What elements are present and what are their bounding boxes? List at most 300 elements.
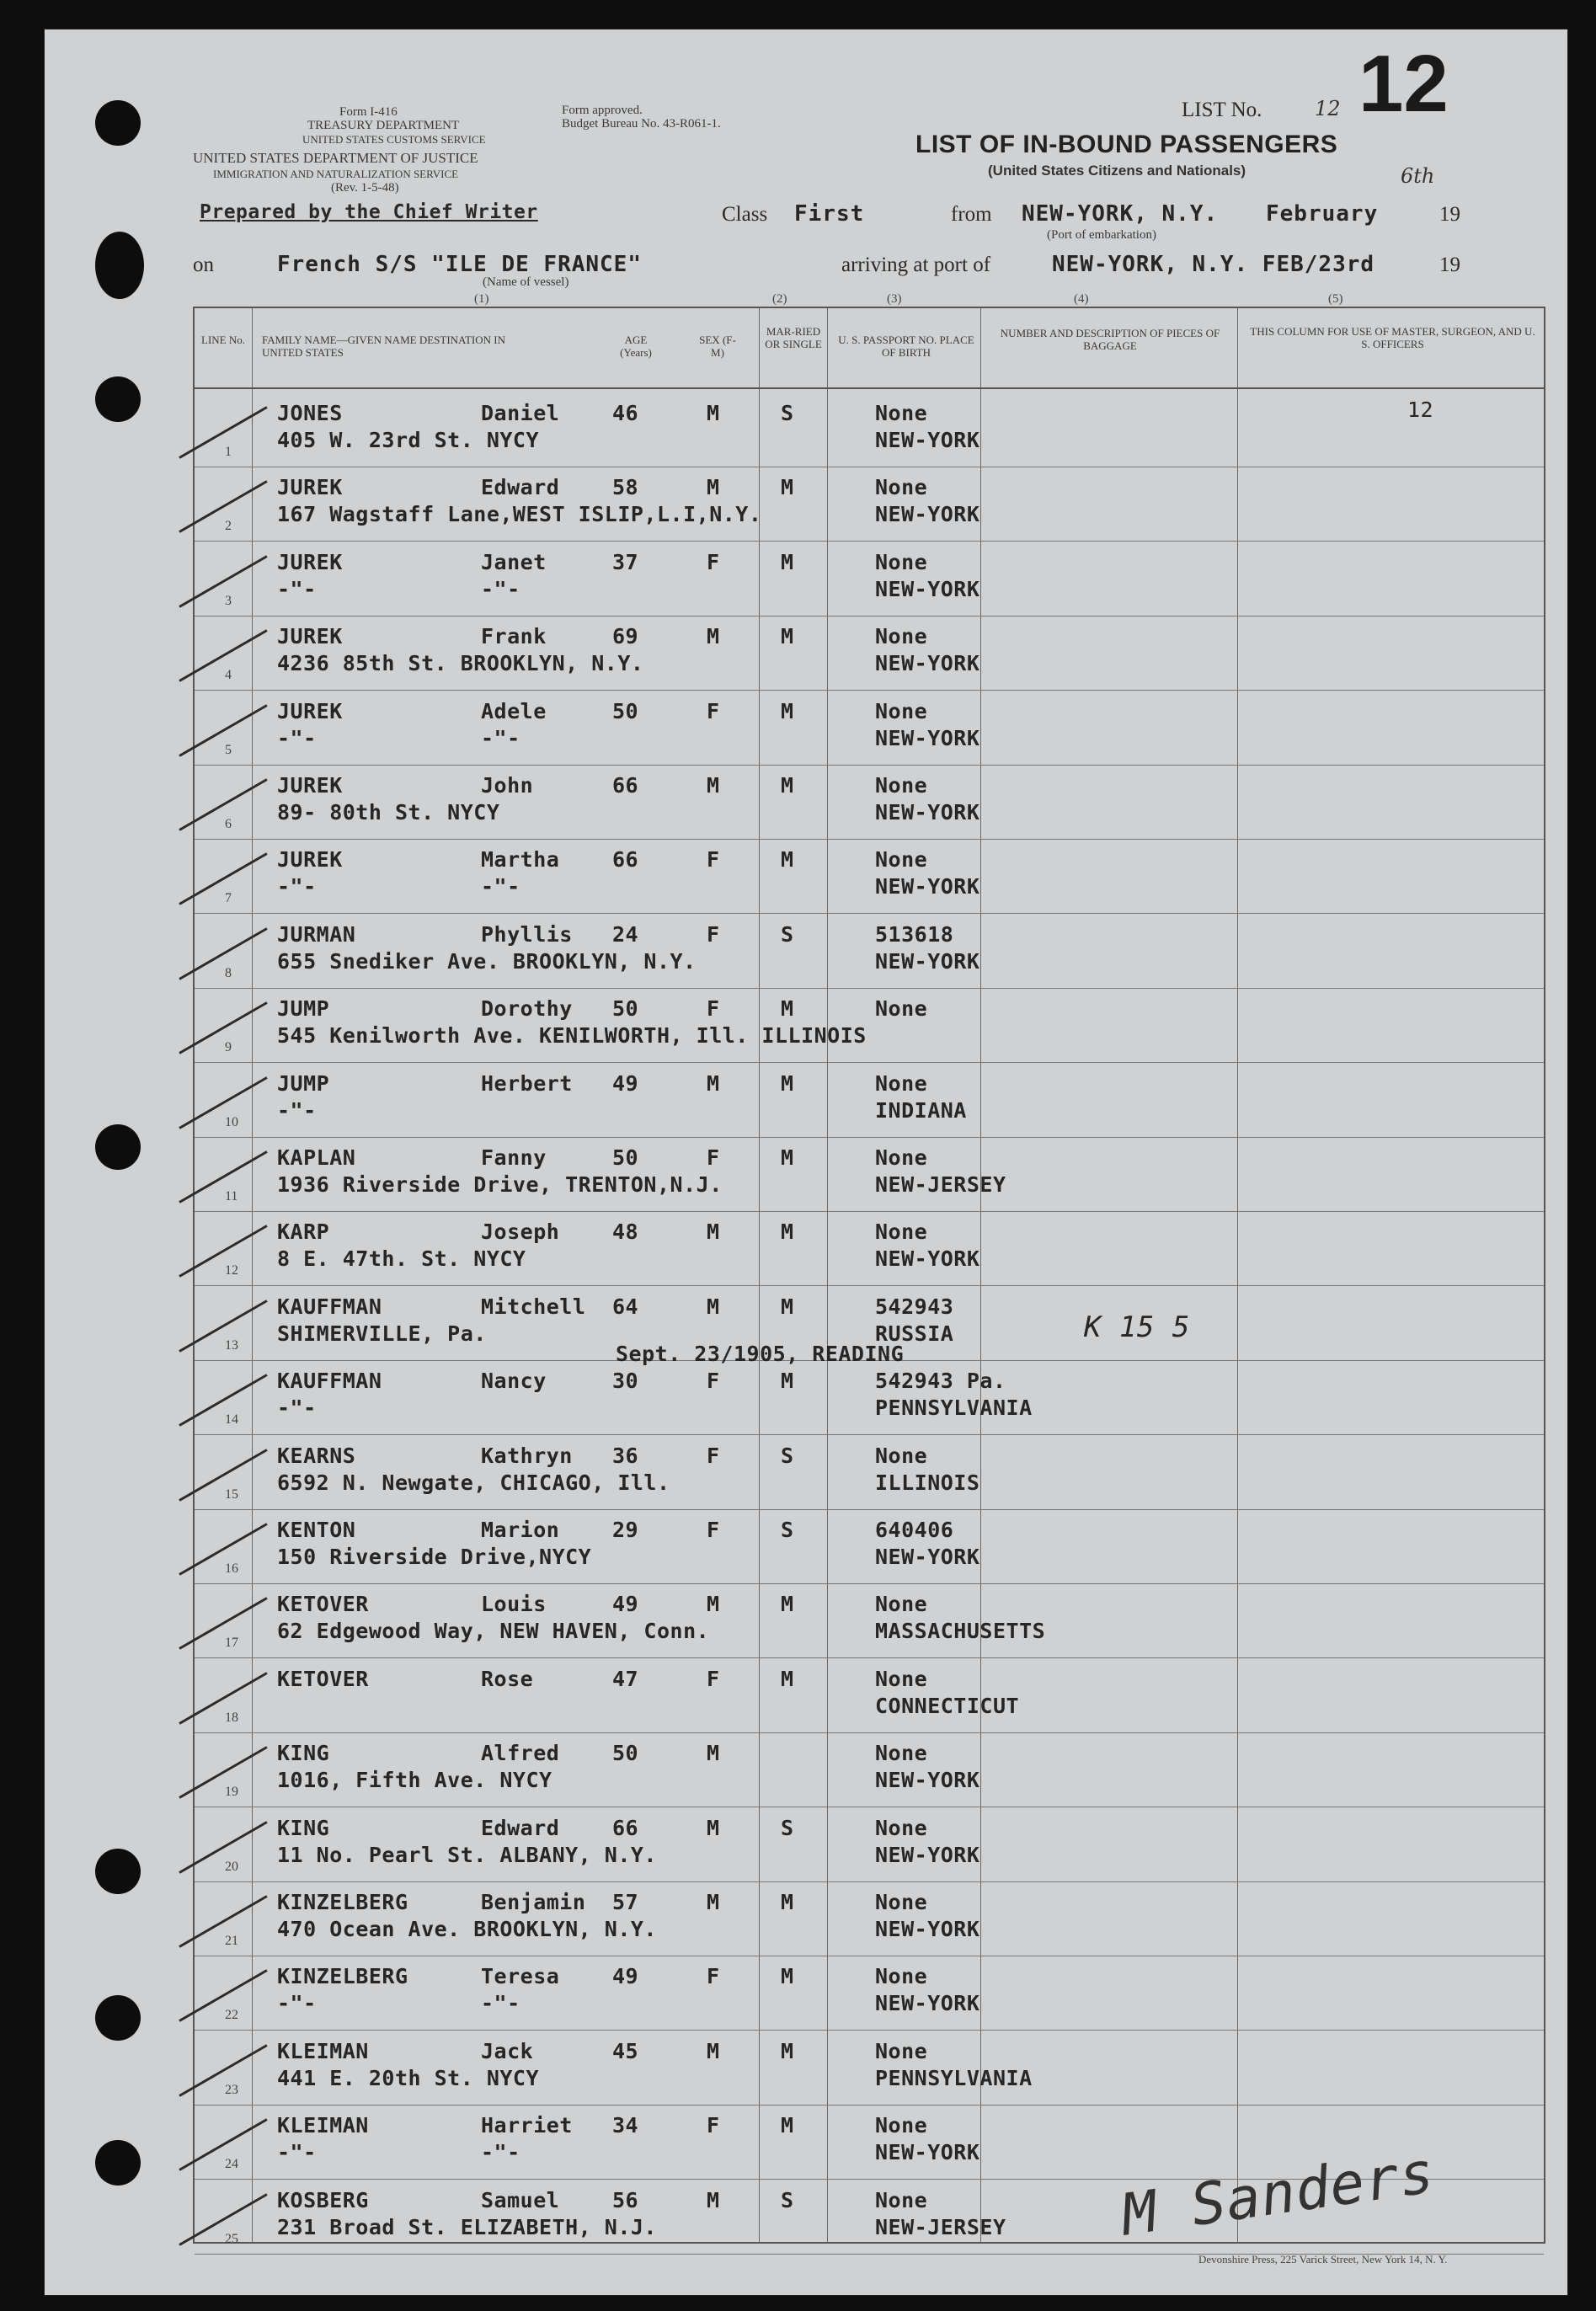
given-name: Joseph	[481, 1220, 560, 1245]
passport-number: None	[875, 549, 928, 574]
vessel-name: French S/S "ILE DE FRANCE"	[277, 252, 642, 277]
family-name: JUREK	[277, 549, 343, 574]
check-mark	[179, 1523, 267, 1576]
given-name: Dorothy	[481, 996, 573, 1022]
line-number: 10	[225, 1114, 238, 1129]
list-title: LIST OF IN-BOUND PASSENGERS	[915, 131, 1338, 158]
punch-hole	[95, 1995, 141, 2041]
line-number: 22	[225, 2008, 238, 2023]
line-number: 13	[225, 1337, 238, 1353]
given-name: Janet	[481, 549, 547, 574]
place-of-birth: NEW-YORK	[875, 948, 980, 974]
age: 50	[612, 698, 639, 723]
destination-address: -"-	[277, 725, 317, 750]
destination-address: 167 Wagstaff Lane,WEST ISLIP,L.I,N.Y.	[277, 502, 762, 527]
passport-number: None	[875, 1220, 928, 1245]
destination-address: 11 No. Pearl St. ALBANY, N.Y.	[277, 1842, 657, 1867]
table-row	[195, 1435, 1544, 1509]
family-name: KARP	[277, 1220, 330, 1245]
sex: F	[707, 1666, 720, 1691]
destination-address: 150 Riverside Drive,NYCY	[277, 1545, 592, 1569]
marital-status: S	[781, 1815, 794, 1840]
year-label-2: 19	[1439, 254, 1460, 276]
passport-number: None	[875, 1815, 928, 1840]
sex: F	[707, 1145, 720, 1170]
table-row	[195, 1509, 1544, 1583]
sex: M	[707, 1890, 720, 1914]
from-port: NEW-YORK, N.Y.	[1022, 201, 1219, 227]
family-name: JUREK	[277, 624, 343, 649]
check-mark	[179, 1970, 267, 2023]
header-age: AGE (Years)	[620, 334, 652, 359]
place-of-birth: NEW-YORK	[875, 1842, 980, 1867]
place-of-birth: NEW-YORK	[875, 1246, 980, 1272]
sex: F	[707, 2113, 720, 2138]
given-name: Fanny	[481, 1145, 547, 1170]
treasury-dept: TREASURY DEPARTMENT	[307, 119, 460, 132]
check-mark	[179, 1076, 267, 1129]
sex: M	[707, 1294, 720, 1319]
punch-hole	[95, 100, 141, 146]
age: 46	[612, 401, 639, 425]
passport-number: None	[875, 475, 928, 500]
destination-address: 4236 85th St. BROOKLYN, N.Y.	[277, 651, 644, 676]
destination-address: SHIMERVILLE, Pa.	[277, 1321, 487, 1346]
given-name-ditto: -"-	[481, 576, 520, 601]
sex: F	[707, 698, 720, 723]
line-number: 7	[225, 891, 232, 906]
from-label: from	[951, 203, 992, 226]
place-of-birth: NEW-YORK	[875, 800, 980, 825]
marital-status: S	[781, 401, 794, 425]
passport-number: None	[875, 847, 928, 873]
place-of-birth: MASSACHUSETTS	[875, 1619, 1046, 1644]
check-mark	[179, 1895, 267, 1948]
table-row	[195, 691, 1544, 765]
place-of-birth: NEW-YORK	[875, 651, 980, 676]
line-number: 3	[225, 593, 232, 608]
family-name: KINZELBERG	[277, 1964, 408, 1989]
port-embarkation-label: (Port of embarkation)	[1047, 228, 1156, 242]
sex: M	[707, 1220, 720, 1245]
line-number: 15	[225, 1486, 238, 1502]
family-name: KAUFFMAN	[277, 1294, 382, 1319]
table-row	[195, 616, 1544, 690]
table-row	[195, 914, 1544, 988]
passport-number: 513618	[875, 921, 954, 947]
place-of-birth: NEW-YORK	[875, 725, 980, 750]
line-number: 23	[225, 2082, 238, 2097]
line-number: 20	[225, 1859, 238, 1874]
given-name: Edward	[481, 1815, 560, 1840]
given-name: Nancy	[481, 1369, 547, 1394]
family-name: JUMP	[277, 1070, 330, 1096]
line-number: 14	[225, 1412, 238, 1428]
marital-status: M	[781, 996, 794, 1022]
place-of-birth: CONNECTICUT	[875, 1693, 1020, 1718]
sex: M	[707, 1070, 720, 1096]
column-number: (4)	[1074, 292, 1089, 306]
destination-address: -"-	[277, 576, 317, 601]
place-of-birth: NEW-YORK	[875, 502, 980, 527]
passport-number: None	[875, 1145, 928, 1170]
sex: F	[707, 1964, 720, 1989]
given-name-ditto: -"-	[481, 1991, 520, 2016]
arriving-label: arriving at port of	[841, 254, 991, 276]
margin-note: K 15 5	[1084, 1310, 1190, 1344]
table-row	[195, 392, 1544, 467]
destination-address: 441 E. 20th St. NYCY	[277, 2065, 540, 2090]
check-mark	[179, 1001, 267, 1054]
column-number: (3)	[887, 292, 902, 306]
form-approved: Form approved.	[562, 104, 643, 117]
passport-number: None	[875, 2113, 928, 2138]
age: 56	[612, 2187, 639, 2212]
sex: F	[707, 921, 720, 947]
arriving-port: NEW-YORK, N.Y. FEB/23rd	[1052, 252, 1375, 277]
column-number: (1)	[474, 292, 489, 306]
destination-address: 545 Kenilworth Ave. KENILWORTH, Ill. ILLINOIS	[277, 1023, 867, 1049]
line-number: 17	[225, 1636, 238, 1651]
sex: M	[707, 624, 720, 649]
list-big-number: 12	[1358, 39, 1449, 129]
table-row	[195, 988, 1544, 1062]
line-number: 11	[225, 1189, 238, 1204]
marital-status: M	[781, 1294, 794, 1319]
age: 50	[612, 1145, 639, 1170]
budget-bureau: Budget Bureau No. 43-R061-1.	[562, 117, 721, 131]
age: 24	[612, 921, 639, 947]
check-mark	[179, 927, 267, 980]
passport-number: None	[875, 773, 928, 798]
family-name: KETOVER	[277, 1592, 369, 1617]
family-name: KING	[277, 1741, 330, 1766]
punch-hole	[95, 1124, 141, 1170]
sex: F	[707, 996, 720, 1022]
customs-service: UNITED STATES CUSTOMS SERVICE	[302, 133, 486, 146]
given-name: Alfred	[481, 1741, 560, 1766]
family-name: KEARNS	[277, 1443, 356, 1468]
ins-service: IMMIGRATION AND NATURALIZATION SERVICE	[213, 168, 459, 180]
marital-status: S	[781, 2187, 794, 2212]
day-note: 6th	[1401, 164, 1435, 188]
marital-status: M	[781, 1666, 794, 1691]
place-of-birth: NEW-YORK	[875, 2140, 980, 2165]
sex: M	[707, 2187, 720, 2212]
table-row	[195, 1658, 1544, 1732]
given-name: Marion	[481, 1518, 560, 1542]
prepared-by: Prepared by the Chief Writer	[200, 201, 538, 223]
given-name: Louis	[481, 1592, 547, 1617]
table-row	[195, 1063, 1544, 1137]
signature: M Sanders	[1118, 2139, 1439, 2250]
birth-date-note: Sept. 23/1905, READING	[616, 1342, 905, 1367]
sex: M	[707, 475, 720, 500]
given-name: Benjamin	[481, 1890, 586, 1914]
destination-address: -"-	[277, 874, 317, 899]
header-baggage: NUMBER AND DESCRIPTION OF PIECES OF BAGGAGE	[1000, 327, 1220, 352]
destination-address: 6592 N. Newgate, CHICAGO, Ill.	[277, 1470, 670, 1495]
place-of-birth: NEW-YORK	[875, 1545, 980, 1569]
place-of-birth: NEW-YORK	[875, 428, 980, 452]
line-number: 6	[225, 817, 232, 831]
given-name: Kathryn	[481, 1443, 573, 1468]
destination-address: -"-	[277, 1097, 317, 1123]
check-mark	[179, 1225, 267, 1278]
check-mark	[179, 481, 267, 534]
sex: M	[707, 401, 720, 425]
sex: F	[707, 1443, 720, 1468]
marital-status: M	[781, 1369, 794, 1394]
passport-number: None	[875, 1443, 928, 1468]
table-row	[195, 542, 1544, 616]
age: 66	[612, 847, 639, 873]
age: 29	[612, 1518, 639, 1542]
family-name: KENTON	[277, 1518, 356, 1542]
place-of-birth: PENNSYLVANIA	[875, 1396, 1033, 1421]
family-name: JUREK	[277, 773, 343, 798]
check-mark	[179, 2118, 267, 2171]
given-name: Harriet	[481, 2113, 573, 2138]
line-number: 25	[225, 2231, 238, 2246]
check-mark	[179, 704, 267, 757]
check-mark	[179, 629, 267, 682]
sex: M	[707, 2038, 720, 2063]
header-married: MAR-RIED OR SINGLE	[765, 325, 822, 350]
marital-status: M	[781, 1964, 794, 1989]
marital-status: S	[781, 1518, 794, 1542]
officer-note: 12	[1407, 398, 1434, 422]
table-row	[195, 1956, 1544, 2030]
age: 57	[612, 1890, 639, 1914]
class-label: Class	[722, 203, 768, 226]
sex: F	[707, 1369, 720, 1394]
passport-number: 542943 Pa.	[875, 1369, 1006, 1394]
check-mark	[179, 1746, 267, 1799]
punch-hole	[95, 376, 141, 422]
marital-status: M	[781, 1890, 794, 1914]
header-line-no: LINE No.	[201, 334, 245, 346]
given-name: Phyllis	[481, 921, 573, 947]
passport-number: None	[875, 624, 928, 649]
line-number: 18	[225, 1710, 238, 1725]
printer-footer: Devonshire Press, 225 Varick Street, New York 14, N. Y.	[1198, 2253, 1448, 2266]
column-number: (5)	[1328, 292, 1343, 306]
family-name: JUREK	[277, 475, 343, 500]
marital-status: M	[781, 475, 794, 500]
year-label-1: 19	[1439, 203, 1460, 226]
punch-hole	[95, 232, 144, 299]
column-number: (2)	[772, 292, 787, 306]
line-number: 4	[225, 668, 232, 683]
age: 66	[612, 773, 639, 798]
check-mark	[179, 1449, 267, 1502]
passport-number: None	[875, 1890, 928, 1914]
place-of-birth: NEW-JERSEY	[875, 1172, 1006, 1197]
passport-number: None	[875, 401, 928, 425]
marital-status: M	[781, 549, 794, 574]
line-number: 12	[225, 1263, 238, 1278]
family-name: KINZELBERG	[277, 1890, 408, 1914]
family-name: JONES	[277, 401, 343, 425]
class-value: First	[794, 201, 865, 227]
marital-status: M	[781, 624, 794, 649]
table-row	[195, 1137, 1544, 1211]
place-of-birth: NEW-JERSEY	[875, 2214, 1006, 2239]
destination-address: 8 E. 47th. St. NYCY	[277, 1246, 526, 1272]
sex: F	[707, 847, 720, 873]
passport-number: None	[875, 1070, 928, 1096]
family-name: JUMP	[277, 996, 330, 1022]
check-mark	[179, 1300, 267, 1353]
age: 58	[612, 475, 639, 500]
line-number: 5	[225, 742, 232, 757]
destination-address: 405 W. 23rd St. NYCY	[277, 428, 540, 452]
table-row	[195, 839, 1544, 913]
list-no-label: LIST No.	[1182, 99, 1262, 121]
destination-address: 62 Edgewood Way, NEW HAVEN, Conn.	[277, 1619, 710, 1644]
place-of-birth: PENNSYLVANIA	[875, 2065, 1033, 2090]
age: 48	[612, 1220, 639, 1245]
destination-address: 1936 Riverside Drive, TRENTON,N.J.	[277, 1172, 723, 1197]
marital-status: S	[781, 1443, 794, 1468]
header-officers: THIS COLUMN FOR USE OF MASTER, SURGEON, AND U. S. OFFICERS	[1250, 325, 1535, 350]
marital-status: M	[781, 773, 794, 798]
marital-status: M	[781, 847, 794, 873]
age: 30	[612, 1369, 639, 1394]
family-name: KAPLAN	[277, 1145, 356, 1170]
header-passport: U. S. PASSPORT NO. PLACE OF BIRTH	[838, 334, 974, 359]
passenger-table	[193, 307, 1545, 2250]
age: 34	[612, 2113, 639, 2138]
line-number: 9	[225, 1040, 232, 1055]
table-row	[195, 1732, 1544, 1807]
list-subtitle: (United States Citizens and Nationals)	[988, 163, 1246, 179]
from-date: February	[1266, 201, 1379, 227]
place-of-birth: NEW-YORK	[875, 576, 980, 601]
destination-address: 470 Ocean Ave. BROOKLYN, N.Y.	[277, 1917, 657, 1941]
table-row	[195, 1881, 1544, 1956]
on-label: on	[193, 254, 214, 276]
place-of-birth: NEW-YORK	[875, 874, 980, 899]
sex: F	[707, 1518, 720, 1542]
place-of-birth: ILLINOIS	[875, 1470, 980, 1495]
header-sex: SEX (F-M)	[699, 334, 736, 359]
age: 45	[612, 2038, 639, 2063]
passport-number: None	[875, 1666, 928, 1691]
age: 49	[612, 1070, 639, 1096]
passport-number: None	[875, 698, 928, 723]
age: 36	[612, 1443, 639, 1468]
given-name: Adele	[481, 698, 547, 723]
line-number: 8	[225, 965, 232, 980]
manifest-page	[44, 29, 1568, 2296]
given-name: Herbert	[481, 1070, 573, 1096]
family-name: KLEIMAN	[277, 2038, 369, 2063]
marital-status: M	[781, 2038, 794, 2063]
given-name: Jack	[481, 2038, 534, 2063]
marital-status: M	[781, 698, 794, 723]
form-number: Form I-416	[339, 105, 398, 119]
table-row	[195, 1807, 1544, 1881]
age: 49	[612, 1964, 639, 1989]
marital-status: M	[781, 1220, 794, 1245]
check-mark	[179, 1150, 267, 1204]
given-name-ditto: -"-	[481, 725, 520, 750]
punch-hole	[95, 2140, 141, 2186]
line-number: 16	[225, 1561, 238, 1576]
vessel-label: (Name of vessel)	[483, 275, 569, 289]
check-mark	[179, 778, 267, 831]
destination-address: 1016, Fifth Ave. NYCY	[277, 1768, 552, 1793]
check-mark	[179, 2193, 267, 2246]
header-name: FAMILY NAME—GIVEN NAME DESTINATION IN UNITED STATES	[262, 334, 506, 359]
line-number: 1	[225, 445, 232, 459]
marital-status: M	[781, 1145, 794, 1170]
family-name: KETOVER	[277, 1666, 369, 1691]
destination-address: 89- 80th St. NYCY	[277, 800, 500, 825]
age: 49	[612, 1592, 639, 1617]
destination-address: -"-	[277, 1396, 317, 1421]
punch-hole	[95, 1849, 141, 1894]
destination-address: 231 Broad St. ELIZABETH, N.J.	[277, 2214, 657, 2239]
sex: M	[707, 773, 720, 798]
given-name: Frank	[481, 624, 547, 649]
family-name: JURMAN	[277, 921, 356, 947]
justice-dept: UNITED STATES DEPARTMENT OF JUSTICE	[193, 150, 478, 166]
sex: M	[707, 1592, 720, 1617]
family-name: KING	[277, 1815, 330, 1840]
passport-number: None	[875, 1964, 928, 1989]
family-name: KAUFFMAN	[277, 1369, 382, 1394]
line-number: 2	[225, 519, 232, 534]
place-of-birth: NEW-YORK	[875, 1917, 980, 1941]
list-no-value: 12	[1315, 97, 1341, 120]
passport-number: 640406	[875, 1518, 954, 1542]
marital-status: M	[781, 2113, 794, 2138]
place-of-birth: RUSSIA	[875, 1321, 954, 1346]
family-name: KLEIMAN	[277, 2113, 369, 2138]
line-number: 19	[225, 1785, 238, 1800]
sex: F	[707, 549, 720, 574]
passport-number: None	[875, 996, 928, 1022]
check-mark	[179, 2044, 267, 2097]
revision: (Rev. 1-5-48)	[331, 181, 399, 195]
table-row	[195, 2031, 1544, 2105]
passport-number: None	[875, 2038, 928, 2063]
table-row	[195, 1211, 1544, 1285]
family-name: KOSBERG	[277, 2187, 369, 2212]
place-of-birth: INDIANA	[875, 1097, 967, 1123]
check-mark	[179, 1598, 267, 1651]
destination-address: -"-	[277, 2140, 317, 2165]
given-name: Samuel	[481, 2187, 560, 2212]
marital-status: S	[781, 921, 794, 947]
check-mark	[179, 555, 267, 608]
given-name: Rose	[481, 1666, 534, 1691]
given-name: Daniel	[481, 401, 560, 425]
family-name: JUREK	[277, 698, 343, 723]
destination-address: 655 Snediker Ave. BROOKLYN, N.Y.	[277, 948, 697, 974]
given-name: Mitchell	[481, 1294, 586, 1319]
given-name-ditto: -"-	[481, 874, 520, 899]
age: 64	[612, 1294, 639, 1319]
given-name-ditto: -"-	[481, 2140, 520, 2165]
given-name: John	[481, 773, 534, 798]
check-mark	[179, 406, 267, 459]
check-mark	[179, 1374, 267, 1427]
sex: M	[707, 1815, 720, 1840]
